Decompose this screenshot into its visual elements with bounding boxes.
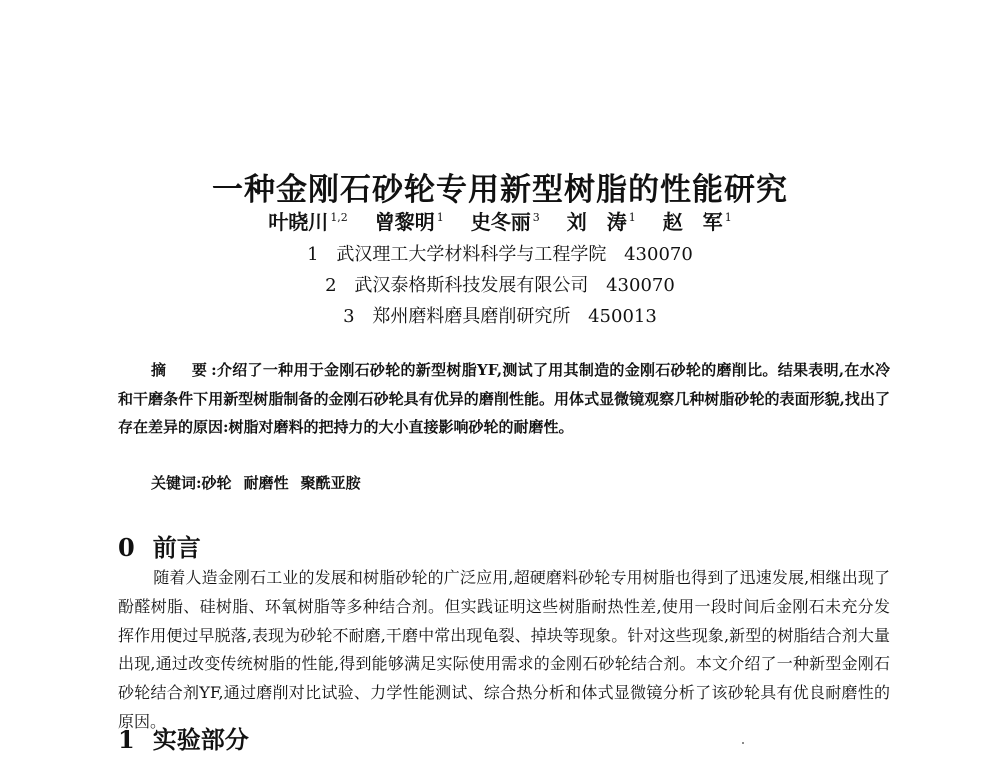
affiliation-name: 郑州磨料磨具磨削研究所 bbox=[372, 306, 571, 327]
keyword: 耐磨性 bbox=[243, 474, 289, 492]
author bbox=[663, 210, 732, 234]
section-title: 实验部分 bbox=[152, 725, 249, 754]
author bbox=[375, 210, 444, 234]
author-name: 叶晓川 bbox=[268, 210, 329, 234]
section-number: 1 bbox=[118, 725, 135, 754]
affiliation bbox=[0, 240, 1000, 266]
keywords bbox=[118, 472, 890, 493]
keywords-label: 关键词: bbox=[151, 474, 202, 492]
section-number: 0 bbox=[118, 533, 135, 562]
affiliation-number: 1 bbox=[307, 244, 319, 265]
author-name: 曾黎明 bbox=[374, 210, 435, 234]
author-affiliation-mark: 1,2 bbox=[330, 211, 348, 224]
affiliation bbox=[0, 271, 1000, 297]
author bbox=[471, 210, 540, 234]
affiliation-number: 2 bbox=[325, 275, 337, 296]
affiliation-name: 武汉泰格斯科技发展有限公司 bbox=[354, 275, 589, 296]
affiliation bbox=[0, 302, 1000, 328]
affiliation-postcode: 430070 bbox=[624, 244, 693, 265]
author-name: 赵 军 bbox=[662, 210, 723, 234]
keyword: 砂轮 bbox=[201, 474, 232, 492]
abstract-label: 摘 要 bbox=[151, 361, 218, 379]
affiliation-postcode: 450013 bbox=[588, 306, 657, 327]
affiliation-postcode: 430070 bbox=[606, 275, 675, 296]
affiliation-name: 武汉理工大学材料科学与工程学院 bbox=[336, 244, 607, 265]
section-body: 随着人造金刚石工业的发展和树脂砂轮的广泛应用,超硬磨料砂轮专用树脂也得到了迅速发展,相继出现了酚醛树脂、硅树脂、环氧树脂等多种结合剂。但实践证明这些树脂耐热性差,使用一段时间后金刚石未充分发挥作用便过早脱落,表现为砂轮不耐磨,干磨中常出现龟裂、掉块等现象。针对这些现象,新型的树脂结合剂大量出现,通过改变传统树脂的性能,得到能够满足实际使用需求的金刚石砂轮结合剂。本文介绍了一种新型金刚石砂轮结合剂YF,通过磨削对比试验、力学性能测试、综合热分析和体式显微镜分析了该砂轮具有优良耐磨性的原因。 bbox=[118, 568, 890, 731]
affiliation-number: 3 bbox=[343, 306, 355, 327]
author-affiliation-mark: 1 bbox=[436, 211, 444, 224]
section-title: 前言 bbox=[152, 533, 201, 562]
author bbox=[268, 210, 348, 234]
keyword: 聚酰亚胺 bbox=[300, 474, 361, 492]
paper-title: 一种金刚石砂轮专用新型树脂的性能研究 bbox=[212, 172, 788, 208]
section-heading bbox=[118, 720, 249, 755]
author-name: 史冬丽 bbox=[470, 210, 531, 234]
scan-speck bbox=[742, 742, 744, 744]
author-name: 刘 涛 bbox=[566, 210, 627, 234]
section-heading bbox=[118, 528, 201, 563]
abstract-text: :介绍了一种用于金刚石砂轮的新型树脂YF,测试了用其制造的金刚石砂轮的磨削比。结果表明,在水冷和干磨条件下用新型树脂制备的金刚石砂轮具有优异的磨削性能。用体式显微镜观察几种树脂砂轮的表面形貌,找出了存在差异的原因:树脂对磨料的把持力的大小直接影响砂轮的耐磨性。 bbox=[118, 361, 890, 436]
abstract bbox=[118, 356, 890, 442]
author-list bbox=[0, 206, 1000, 235]
author bbox=[567, 210, 636, 234]
author-affiliation-mark: 1 bbox=[628, 211, 636, 224]
author-affiliation-mark: 1 bbox=[724, 211, 732, 224]
author-affiliation-mark: 3 bbox=[532, 211, 540, 224]
